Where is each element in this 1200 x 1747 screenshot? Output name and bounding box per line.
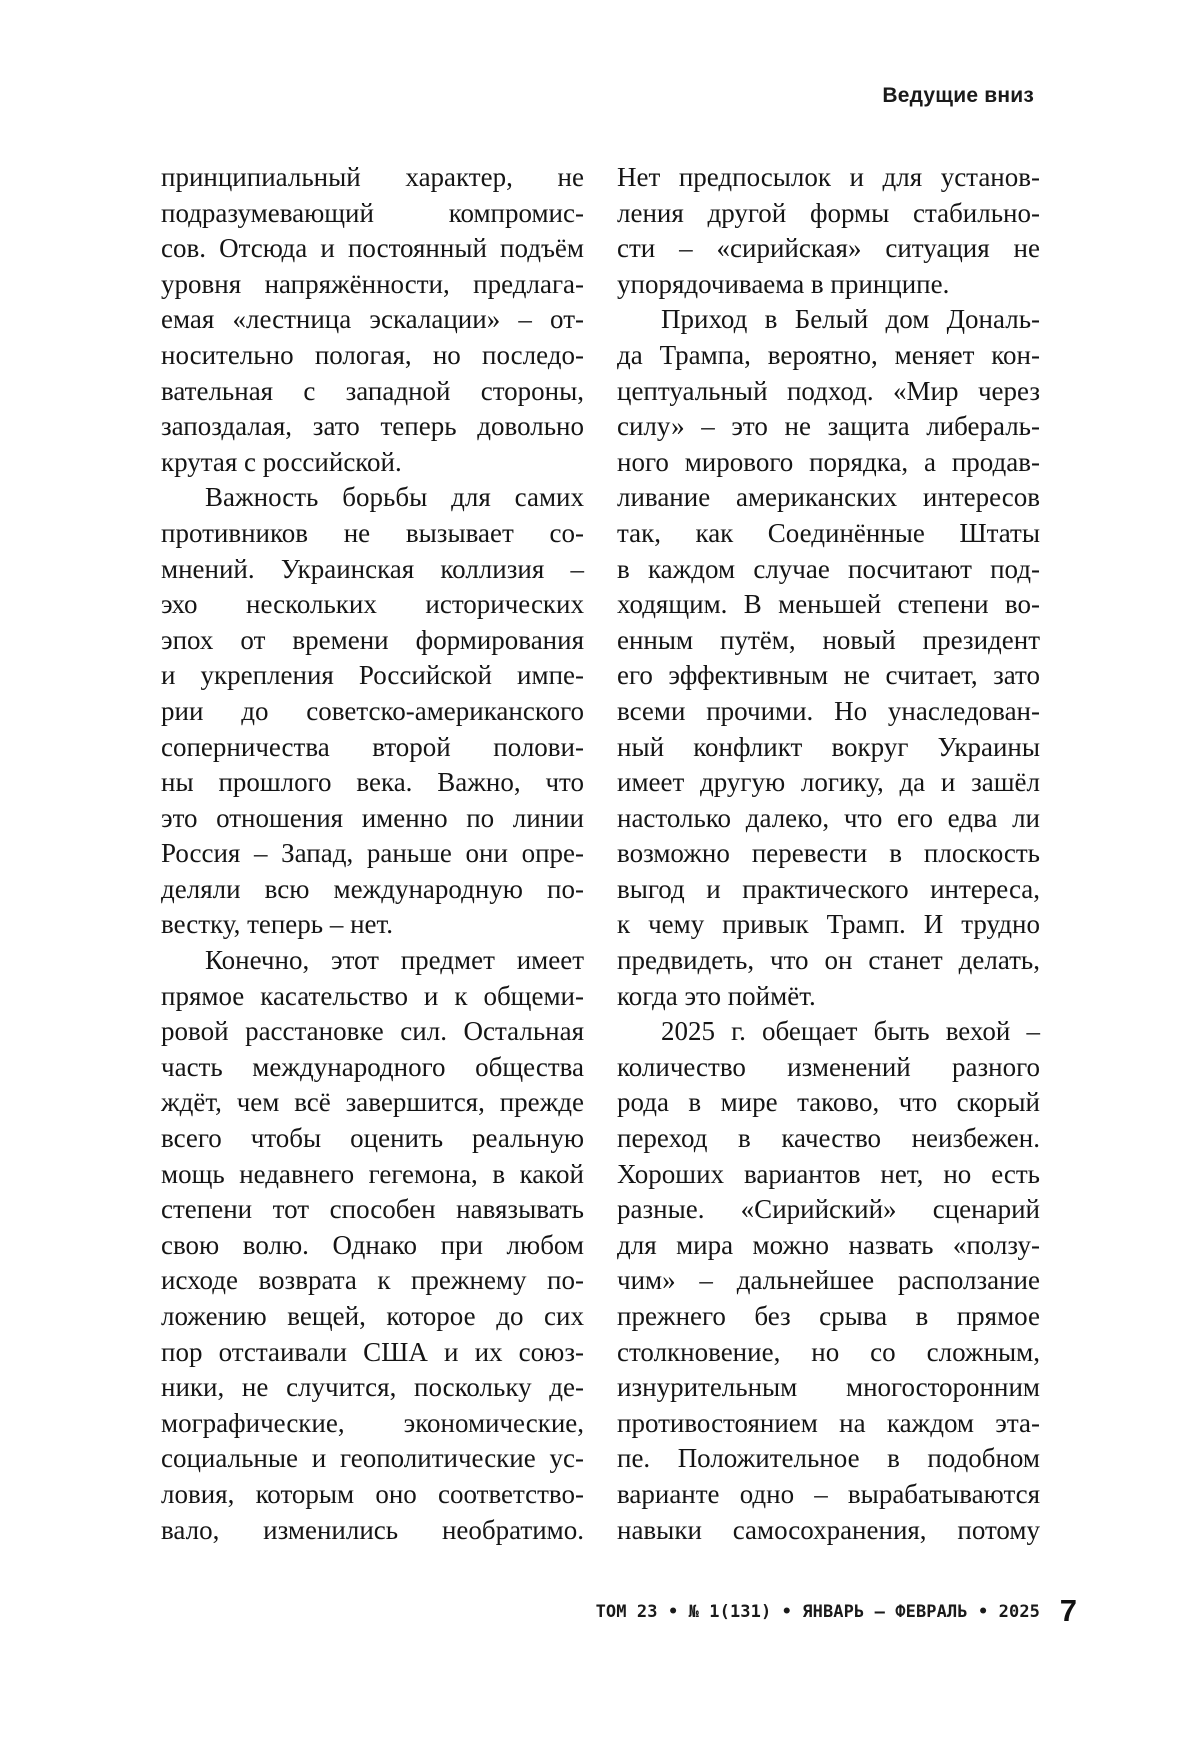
text-line: часть международного общества bbox=[161, 1051, 584, 1082]
text-line: ловия, которым оно соответство- bbox=[161, 1478, 584, 1509]
text-line: ходящим. В меньшей степени во- bbox=[617, 589, 1040, 620]
text-line: эпох от времени формирования bbox=[161, 624, 584, 655]
text-line: вало, изменились необратимо. bbox=[161, 1514, 584, 1545]
text-line: Нет предпосылок и для установ- bbox=[617, 162, 1040, 192]
text-line: пор отстаивали США и их союз- bbox=[161, 1336, 584, 1367]
text-line: ливание американских интересов bbox=[617, 482, 1040, 513]
text-line: Хороших вариантов нет, но есть bbox=[617, 1158, 1040, 1189]
text-line: Приход в Белый дом Дональ- bbox=[661, 304, 1040, 335]
issue-info: ТОМ 23 • № 1(131) • ЯНВАРЬ – ФЕВРАЛЬ • 2025 bbox=[595, 1602, 1040, 1622]
text-line: ждёт, чем всё завершится, прежде bbox=[161, 1087, 584, 1118]
text-line: рии до советско-американского bbox=[161, 695, 584, 726]
text-line: всеми прочими. Но унаследован- bbox=[617, 695, 1040, 726]
text-line: когда это поймёт. bbox=[617, 980, 816, 1011]
text-line: социальные и геополитические ус- bbox=[161, 1443, 584, 1474]
text-line: да Трампа, вероятно, меняет кон- bbox=[617, 339, 1040, 370]
text-line: к чему привык Трамп. И трудно bbox=[617, 909, 1040, 940]
text-line: исходе возврата к прежнему по- bbox=[161, 1265, 584, 1296]
text-line: степени тот способен навязывать bbox=[161, 1194, 584, 1225]
text-line: подразумевающий компромис- bbox=[161, 197, 584, 228]
text-line: енным путём, новый президент bbox=[617, 624, 1040, 655]
text-line: цептуальный подход. «Мир через bbox=[617, 375, 1040, 406]
text-line: ный конфликт вокруг Украины bbox=[617, 731, 1040, 762]
page-number: 7 bbox=[1059, 1593, 1077, 1628]
text-line: сов. Отсюда и постоянный подъём bbox=[161, 233, 584, 264]
text-line: рода в мире таково, что скорый bbox=[617, 1087, 1040, 1118]
running-title: Ведущие вниз bbox=[882, 84, 1034, 107]
text-line: мографические, экономические, bbox=[161, 1407, 584, 1438]
text-line: возможно перевести в плоскость bbox=[617, 838, 1040, 869]
text-line: противников не вызывает со- bbox=[161, 517, 584, 548]
text-line: настолько далеко, что его едва ли bbox=[617, 802, 1040, 833]
text-line: мнений. Украинская коллизия – bbox=[161, 553, 584, 584]
text-line: носительно пологая, но последо- bbox=[161, 339, 584, 370]
text-line: соперничества второй полови- bbox=[161, 731, 584, 762]
text-line: переход в качество неизбежен. bbox=[617, 1123, 1040, 1154]
text-line: так, как Соединённые Штаты bbox=[617, 517, 1040, 548]
text-line: предвидеть, что он станет делать, bbox=[617, 945, 1040, 976]
text-line: Конечно, этот предмет имеет bbox=[205, 945, 584, 976]
text-line: пе. Положительное в подобном bbox=[617, 1443, 1040, 1474]
text-line: свою волю. Однако при любом bbox=[161, 1229, 584, 1260]
page-footer bbox=[0, 1593, 1200, 1633]
text-line: 2025 г. обещает быть вехой – bbox=[661, 1016, 1040, 1047]
text-line: прямое касательство и к общеми- bbox=[161, 980, 584, 1011]
text-line: ложению вещей, которое до сих bbox=[161, 1301, 584, 1331]
text-line: изнурительным многосторонним bbox=[617, 1372, 1040, 1403]
text-line: Важность борьбы для самих bbox=[205, 482, 584, 513]
text-line: варианте одно – вырабатываются bbox=[617, 1478, 1040, 1509]
text-line: столкновение, но со сложным, bbox=[617, 1336, 1040, 1367]
text-line: Россия – Запад, раньше они опре- bbox=[161, 838, 584, 869]
text-line: запоздалая, зато теперь довольно bbox=[161, 411, 584, 442]
text-line: чим» – дальнейшее расползание bbox=[617, 1265, 1040, 1296]
text-line: и укрепления Российской импе- bbox=[161, 660, 584, 691]
text-line: его эффективным не считает, зато bbox=[617, 660, 1040, 691]
text-line: ления другой формы стабильно- bbox=[617, 197, 1040, 228]
text-line: ровой расстановке сил. Остальная bbox=[161, 1016, 584, 1047]
text-line: прежнего без срыва в прямое bbox=[617, 1301, 1040, 1331]
text-line: это отношения именно по линии bbox=[161, 802, 584, 833]
text-line: упорядочиваема в принципе. bbox=[617, 268, 950, 299]
text-line: разные. «Сирийский» сценарий bbox=[617, 1194, 1040, 1225]
text-line: мощь недавнего гегемона, в какой bbox=[161, 1158, 584, 1189]
text-line: имеет другую логику, да и зашёл bbox=[617, 767, 1040, 798]
text-line: эхо нескольких исторических bbox=[161, 589, 584, 620]
text-line: принципиальный характер, не bbox=[161, 162, 584, 192]
text-line: деляли всю международную по- bbox=[161, 873, 584, 904]
text-line: всего чтобы оценить реальную bbox=[161, 1123, 584, 1154]
text-line: ного мирового порядка, а продав- bbox=[617, 446, 1040, 477]
text-line: навыки самосохранения, потому bbox=[617, 1514, 1040, 1545]
text-line: в каждом случае посчитают под- bbox=[617, 553, 1040, 584]
text-line: емая «лестница эскалации» – от- bbox=[161, 304, 584, 335]
text-line: вестку, теперь – нет. bbox=[161, 909, 394, 940]
text-line: для мира можно назвать «ползу- bbox=[617, 1229, 1040, 1260]
text-line: выгод и практического интереса, bbox=[617, 873, 1040, 904]
text-line: силу» – это не защита либераль- bbox=[617, 411, 1040, 442]
text-line: крутая с российской. bbox=[161, 446, 402, 477]
text-line: уровня напряжённости, предлага- bbox=[161, 268, 584, 299]
text-column-left bbox=[161, 160, 584, 1548]
text-line: сти – «сирийская» ситуация не bbox=[617, 233, 1040, 264]
text-line: вательная с западной стороны, bbox=[161, 375, 584, 406]
text-line: ники, не случится, поскольку де- bbox=[161, 1372, 584, 1403]
text-line: ны прошлого века. Важно, что bbox=[161, 767, 584, 798]
text-line: противостоянием на каждом эта- bbox=[617, 1407, 1040, 1438]
text-column-right bbox=[617, 160, 1040, 1548]
text-line: количество изменений разного bbox=[617, 1051, 1040, 1082]
